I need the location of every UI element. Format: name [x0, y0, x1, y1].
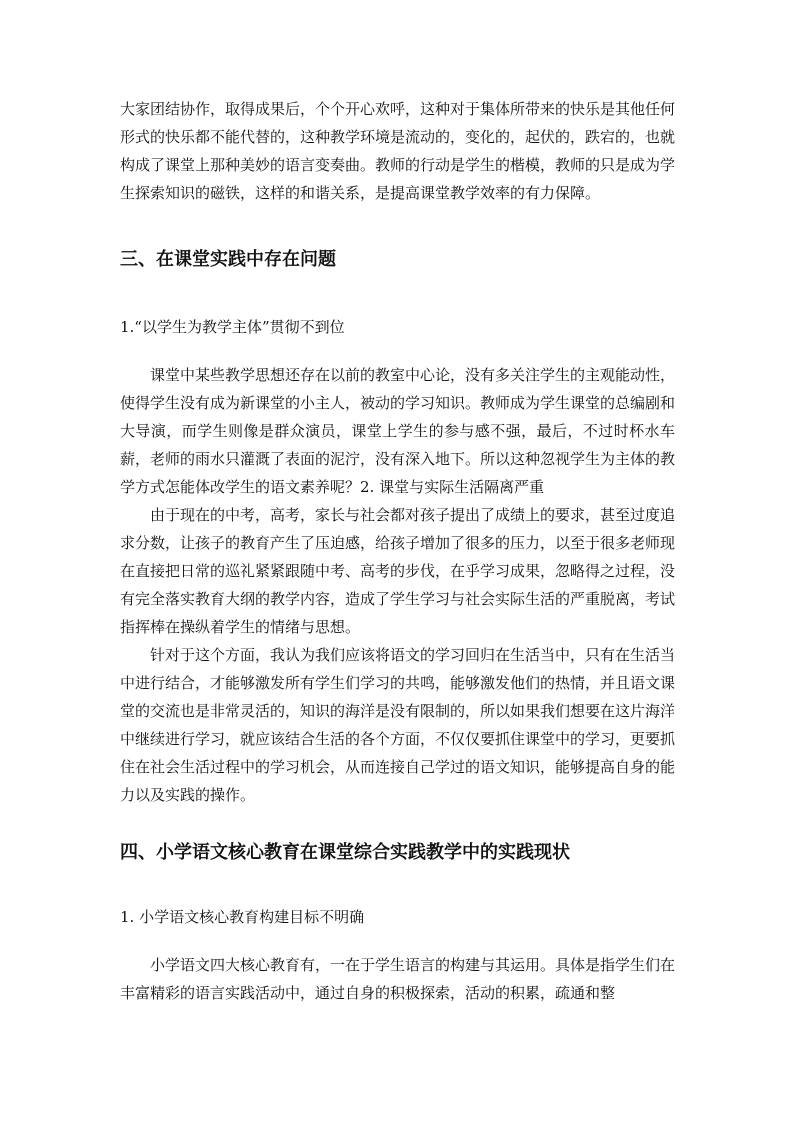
section-3-subheading-1: 1.“以学生为教学主体”贯彻不到位	[120, 318, 345, 336]
section-3-heading: 三、在课堂实践中存在问题	[120, 249, 336, 270]
section-3-paragraph-1: 课堂中某些教学思想还存在以前的教室中心论，没有多关注学生的主观能动性，使得学生没有成为新课堂的小主人，被动的学习知识。教师成为学生课堂的总编剧和大导演，而学生则像是群众演员，课堂上学生的参与感不强，最后，不过时杯水车薪，老师的雨水只灌溉了表面的泥泞，没有深入地下。所以这种忽视学生为主体的教学方式怎能体改学生的语文素养呢？2. 课堂与实际生活隔离严重	[120, 366, 676, 496]
section-4-subheading-1: 1. 小学语文核心教育构建目标不明确	[120, 908, 365, 926]
section-4-heading: 四、小学语文核心教育在课堂综合实践教学中的实践现状	[120, 842, 570, 863]
section-3-paragraph-3: 针对于这个方面，我认为我们应该将语文的学习回归在生活当中，只有在生活当中进行结合，才能够激发所有学生们学习的共鸣，能够激发他们的热情，并且语文课堂的交流也是非常灵活的，知识的海洋是没有限制的，所以如果我们想要在这片海洋中继续进行学习，就应该结合生活的各个方面，不仅仅要抓住课堂中的学习，更要抓住在社会生活过程中的学习机会，从而连接自己学过的语文知识，能够提高自身的能力以及实践的操作。	[120, 646, 676, 804]
section-3-paragraph-2: 由于现在的中考，高考，家长与社会都对孩子提出了成绩上的要求，甚至过度追求分数，让孩子的教育产生了压迫感，给孩子增加了很多的压力，以至于很多老师现在直接把日常的巡礼紧紧跟随中考、高考的步伐，在乎学习成果，忽略得之过程，没有完全落实教育大纲的教学内容，造成了学生学习与社会实际生活的严重脱离，考试指挥棒在操纵着学生的情绪与思想。	[120, 506, 676, 636]
document-page	[120, 95, 675, 1007]
section-4-paragraph-1: 小学语文四大核心教育有，一在于学生语言的构建与其运用。具体是指学生们在丰富精彩的语言实践活动中，通过自身的积极探索，活动的积累，疏通和整	[120, 956, 676, 1002]
intro-paragraph: 大家团结协作，取得成果后，个个开心欢呼，这种对于集体所带来的快乐是其他任何形式的快乐都不能代替的，这种教学环境是流动的，变化的，起伏的，跌宕的，也就构成了课堂上那种美妙的语言变奏曲。教师的行动是学生的楷模，教师的只是成为学生探索知识的磁铁，这样的和谐关系，是提高课堂教学效率的有力保障。	[120, 100, 676, 202]
